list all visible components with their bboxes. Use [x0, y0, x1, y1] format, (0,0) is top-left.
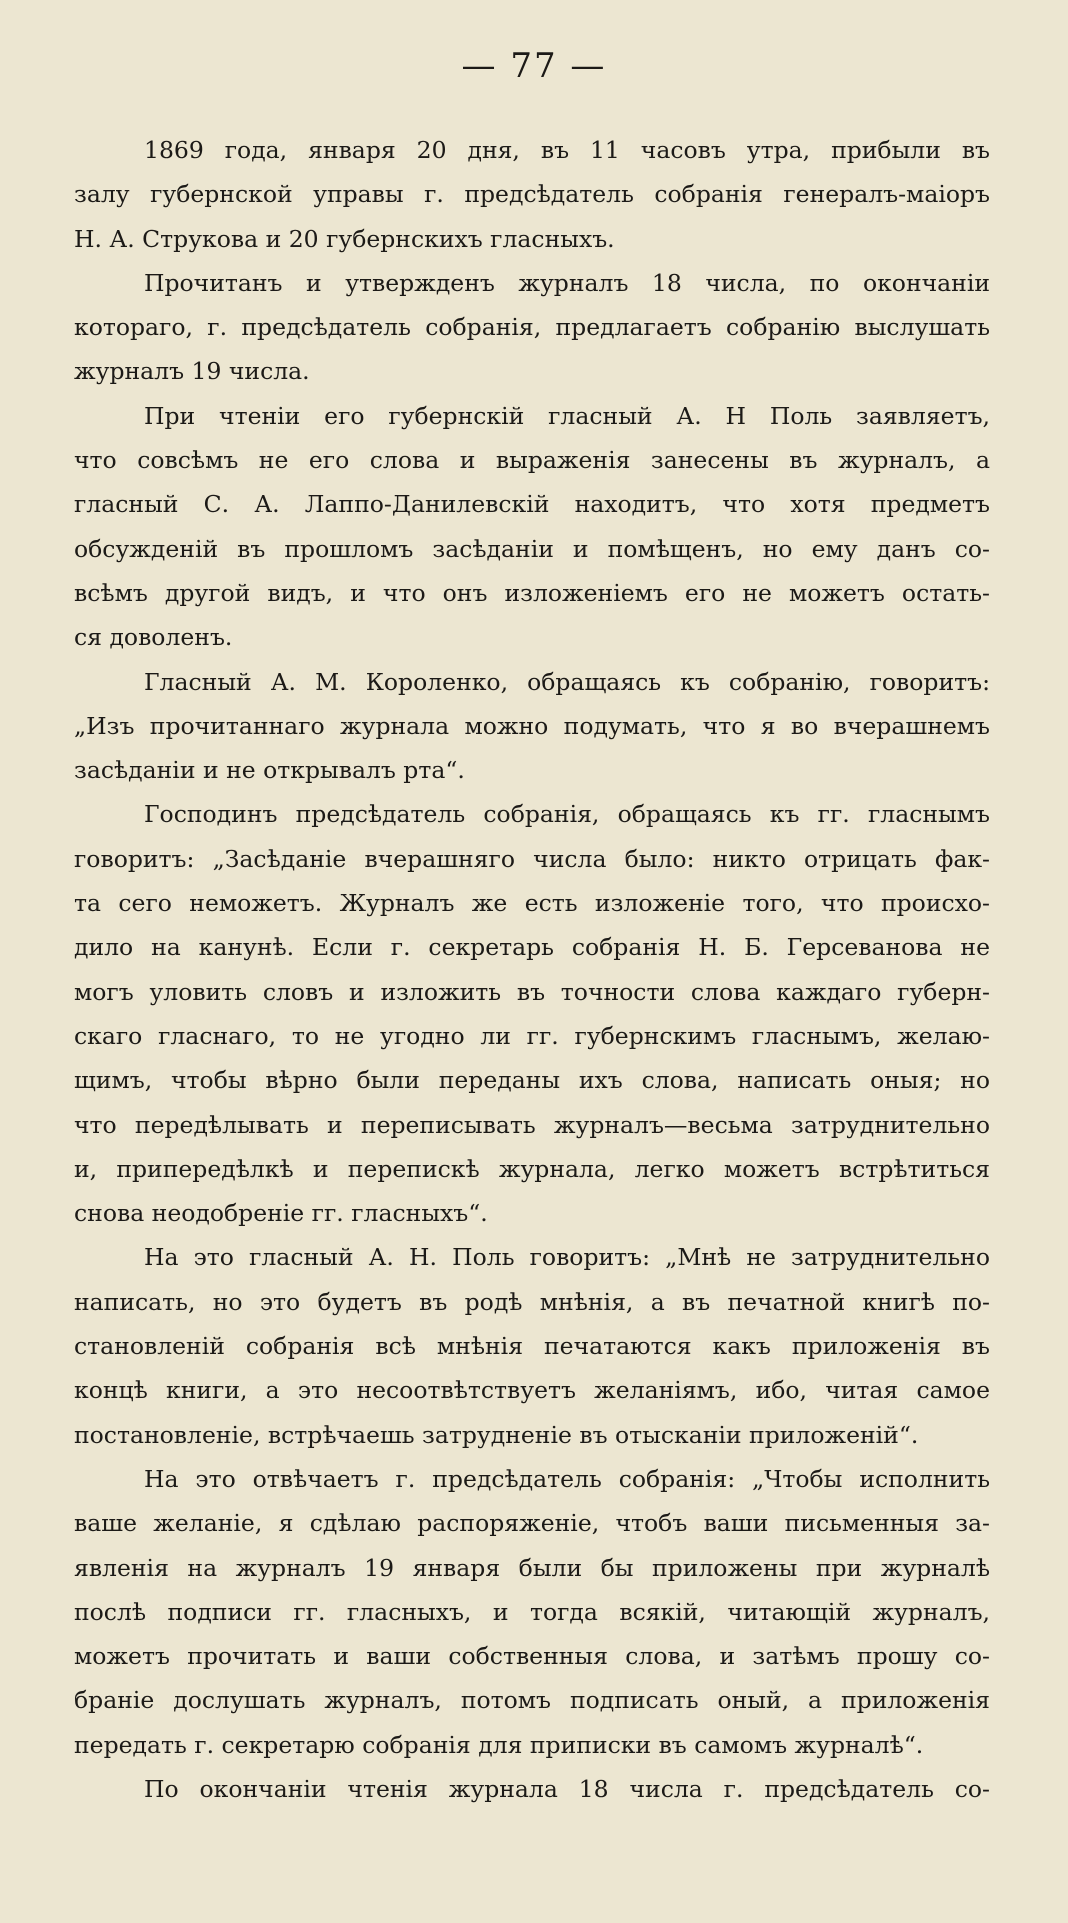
text-line: ваше желаніе, я сдѣлаю распоряженіе, чтобъ ваши письменныя за-: [74, 1509, 990, 1538]
text-line: щимъ, чтобы вѣрно были переданы ихъ слова, написать оныя; но: [74, 1066, 990, 1095]
text-line: всѣмъ другой видъ, и что онъ изложеніемъ его не можетъ остать-: [74, 578, 990, 607]
text-line: становленій собранія всѣ мнѣнія печатаются какъ приложенія въ: [74, 1332, 990, 1361]
text-line: котораго, г. предсѣдатель собранія, предлагаетъ собранію выслушать: [74, 313, 990, 342]
text-line: дило на канунѣ. Если г. секретарь собранія Н. Б. Герсеванова не: [74, 933, 990, 962]
text-line: написать, но это будетъ въ родѣ мнѣнія, а въ печатной книгѣ по-: [74, 1287, 990, 1316]
text-line: Н. А. Струкова и 20 губернскихъ гласныхъ.: [74, 224, 615, 253]
text-line: Господинъ предсѣдатель собранія, обращаясь къ гг. гласнымъ: [144, 800, 990, 829]
text-line: явленія на журналъ 19 января были бы приложены при журналѣ: [74, 1553, 990, 1582]
text-line: могъ уловить словъ и изложить въ точности слова каждаго губерн-: [74, 977, 990, 1006]
text-line: 1869 года, января 20 дня, въ 11 часовъ утра, прибыли въ: [144, 136, 990, 164]
text-line: Прочитанъ и утвержденъ журналъ 18 числа, по окончаніи: [144, 268, 990, 297]
text-line: ся доволенъ.: [74, 623, 233, 652]
text-line: обсужденій въ прошломъ засѣданіи и помѣщенъ, но ему данъ со-: [74, 534, 990, 563]
text-line: что совсѣмъ не его слова и выраженія занесены въ журналъ, а: [74, 446, 990, 475]
text-line: скаго гласнаго, то не угодно ли гг. губернскимъ гласнымъ, желаю-: [74, 1021, 990, 1050]
text-line: журналъ 19 числа.: [74, 357, 310, 386]
page-number: — 77 —: [461, 46, 607, 86]
text-line: засѣданіи и не открывалъ рта“.: [74, 756, 465, 785]
text-line: На это отвѣчаетъ г. предсѣдатель собранія: „Чтобы исполнить: [144, 1464, 990, 1493]
text-line: На это гласный А. Н. Поль говоритъ: „Мнѣ не затруднительно: [144, 1243, 990, 1272]
text-line: постановленіе, встрѣчаешь затрудненіе въ отысканіи приложеній“.: [74, 1420, 919, 1449]
text-line: снова неодобреніе гг. гласныхъ“.: [74, 1199, 488, 1228]
text-line: браніе дослушать журналъ, потомъ подписать оный, а приложенія: [74, 1686, 990, 1715]
text-line: та сего неможетъ. Журналъ же есть изложеніе того, что происхо-: [74, 889, 990, 918]
text-line: и, припередѣлкѣ и перепискѣ журнала, легко можетъ встрѣтиться: [74, 1154, 990, 1183]
text-line: залу губернской управы г. предсѣдатель собранія генералъ-маіоръ: [74, 180, 990, 209]
text-line: послѣ подписи гг. гласныхъ, и тогда всякій, читающій журналъ,: [74, 1597, 990, 1626]
text-line: что передѣлывать и переписывать журналъ—весьма затруднительно: [74, 1110, 990, 1139]
text-line: По окончаніи чтенія журнала 18 числа г. предсѣдатель со-: [144, 1774, 990, 1803]
text-line: гласный С. А. Лаппо-Данилевскій находитъ, что хотя предметъ: [74, 490, 990, 519]
text-line: При чтеніи его губернскій гласный А. Н Поль заявляетъ,: [144, 401, 990, 430]
text-line: можетъ прочитать и ваши собственныя слова, и затѣмъ прошу со-: [74, 1642, 990, 1671]
text-line: говоритъ: „Засѣданіе вчерашняго числа было: никто отрицать фак-: [74, 844, 990, 873]
body-text: [74, 128, 990, 1811]
text-line: „Изъ прочитаннаго журнала можно подумать, что я во вчерашнемъ: [74, 711, 990, 740]
text-line: передать г. секретарю собранія для приписки въ самомъ журналѣ“.: [74, 1730, 924, 1759]
text-line: Гласный А. М. Короленко, обращаясь къ собранію, говоритъ:: [144, 667, 990, 696]
text-line: концѣ книги, а это несоотвѣтствуетъ желаніямъ, ибо, читая самое: [74, 1376, 990, 1405]
